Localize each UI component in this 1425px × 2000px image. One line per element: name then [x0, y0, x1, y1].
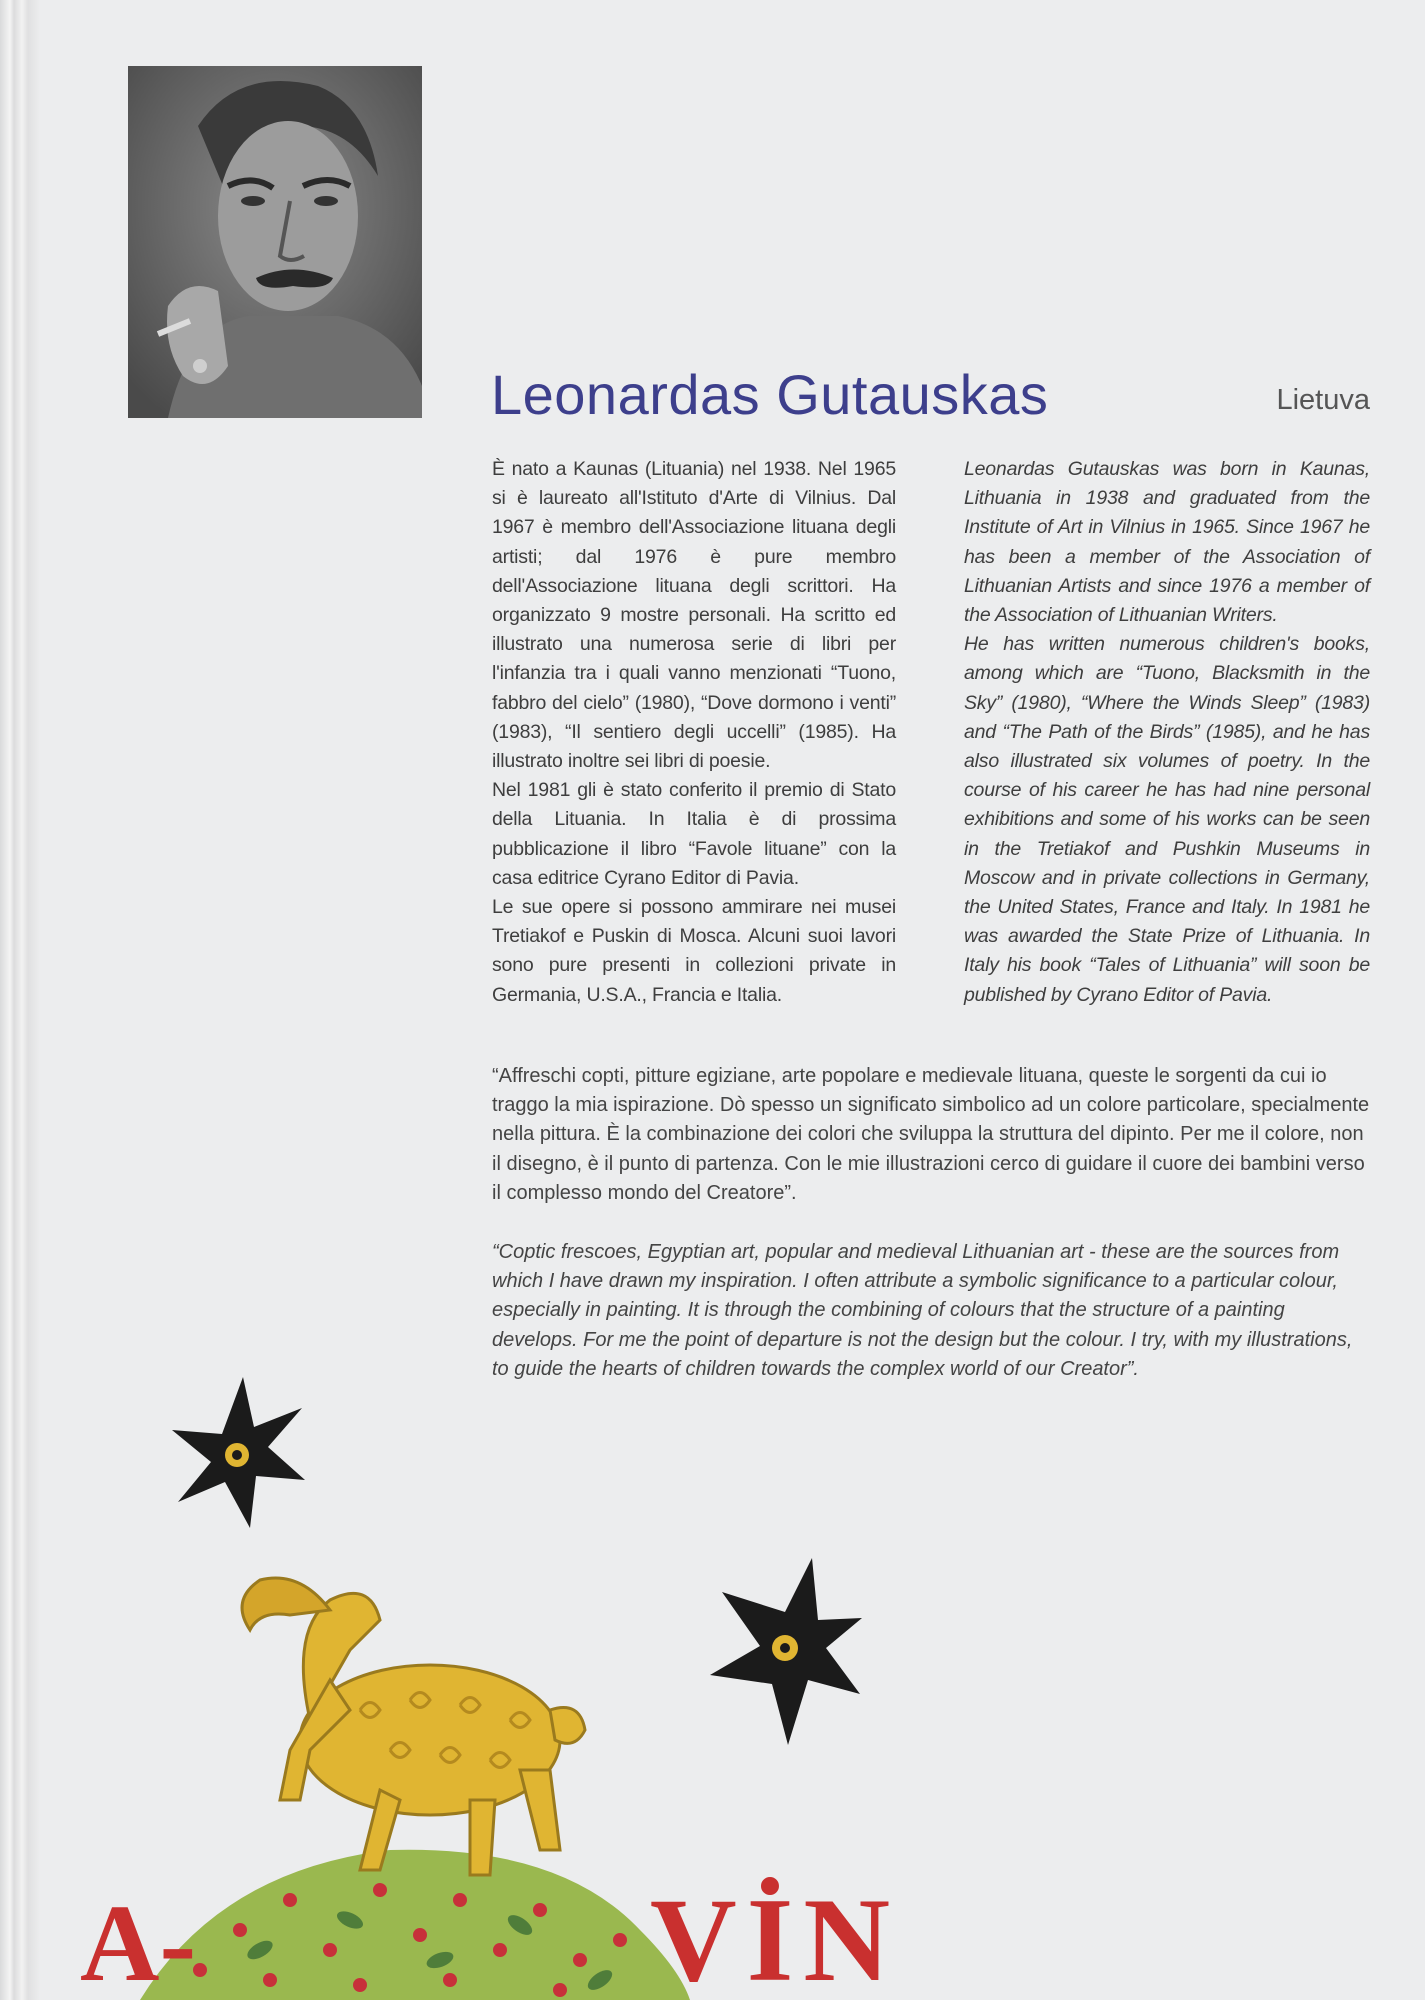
- bio-it-paragraph: È nato a Kaunas (Lituania) nel 1938. Nel 1965 si è laureato all'Istituto d'Arte di Vilnius. Dal 1967 è membro dell'Associazione lituana degli artisti; dal 1976 è pure membro dell'Associazione lituana degli scrittori. Ha organizzato 9 mostre personali. Ha scritto ed illustrato una numerosa serie di libri per l'infanzia tra i quali vanno menzionati “Tuono, fabbro del cielo” (1980), “Dove dormono i venti” (1983), “Il sentiero degli uccelli” (1985). Ha illustrato inoltre sei libri di poesie.: [492, 458, 896, 773]
- bio-it-paragraph: Le sue opere si possono ammirare nei musei Tretiakof e Puskin di Mosca. Alcuni suoi lavori sono pure presenti in collezioni private in Germania, U.S.A., Francia e Italia.: [492, 896, 896, 1006]
- bio-en-paragraph: Leonardas Gutauskas was born in Kaunas, Lithuania in 1938 and graduated from the Institute of Art in Vilnius in 1965. Since 1967 he has been a member of the Association of Lithuanian Artists and since 1976 a member of the Association of Lithuanian Writers.: [964, 458, 1370, 627]
- artist-quote-english: “Coptic frescoes, Egyptian art, popular and medieval Lithuanian art - these are the sources from which I have drawn my inspiration. I often attribute a symbolic significance to a particular colour, especially in painting. It is through the combining of colours that the structure of a painting develops. For me the point of departure is not the design but the colour. I try, with my illustrations, to guide the hearts of children towards the complex world of our Creator”.: [492, 1241, 1353, 1380]
- illustration-letters-right: VİN: [650, 1873, 900, 2000]
- bio-en-paragraph: He has written numerous children's books, among which are “Tuono, Blacksmith in the Sky” (1980), “Where the Winds Sleep” (1983) and “The Path of the Birds” (1985), and he has also illustrated six volumes of poetry. In the course of his career he has had nine personal exhibitions and some of his works can be seen in the Tretiakof and Pushkin Museums in Moscow and in private collections in Germany, the United States, France and Italy. In 1981 he was awarded the State Prize of Lithuania. In Italy his book “Tales of Lithuania” will soon be published by Cyrano Editor of Pavia.: [964, 633, 1370, 1006]
- illustration-letters-left: A-: [80, 1882, 197, 2000]
- ram-illustration: [0, 1330, 900, 2000]
- artist-quote-italian: “Affreschi copti, pitture egiziane, arte popolare e medievale lituana, queste le sorgenti da cui io traggo la mia ispirazione. Dò spesso un significato simbolico ad un colore particolare, specialmente nella pittura. È la combinazione dei colori che sviluppa la struttura del dipinto. Per me il colore, non il disegno, è il punto di partenza. Con le mie illustrazioni cerco di guidare il cuore dei bambini verso il complesso mondo del Creatore”.: [492, 1065, 1370, 1204]
- ram-figure: [242, 1578, 585, 1875]
- artist-portrait-photo: [128, 66, 422, 418]
- black-star-icon: [710, 1558, 862, 1745]
- green-hill-icon: [140, 1850, 690, 2000]
- bio-it-paragraph: Nel 1981 gli è stato conferito il premio di Stato della Lituania. In Italia è di prossima pubblicazione il libro “Favole lituane” con la casa editrice Cyrano Editor di Pavia.: [492, 779, 896, 889]
- biography-english: [964, 455, 1370, 1010]
- country-label: Lietuva: [1276, 384, 1370, 416]
- black-star-icon: [172, 1377, 305, 1528]
- biography-italian: [492, 455, 896, 1010]
- artist-name: Leonardas Gutauskas: [491, 363, 1049, 426]
